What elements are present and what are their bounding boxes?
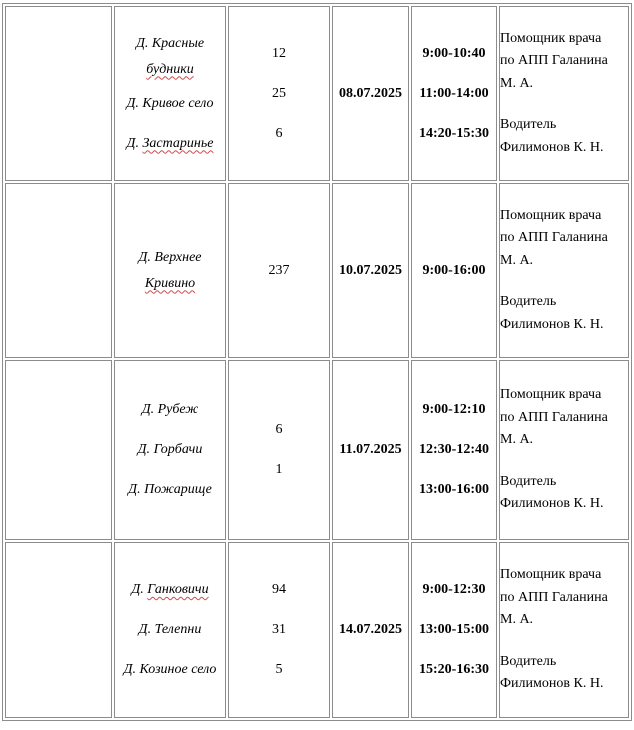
table-row <box>5 360 629 540</box>
time-range: 13:00-15:00 <box>419 622 489 637</box>
assistant-name: М. А. <box>500 432 534 448</box>
time-range: 9:00-12:30 <box>422 582 486 597</box>
assistant-label: по АПП Галанина <box>500 230 608 246</box>
time-range: 13:00-16:00 <box>419 482 489 497</box>
date-cell <box>332 542 409 718</box>
staff-cell <box>499 542 629 718</box>
visit-date: 08.07.2025 <box>339 85 402 101</box>
assistant-name: М. А. <box>500 75 534 91</box>
assistant-name: М. А. <box>500 612 534 628</box>
villages-cell <box>114 6 226 181</box>
assistant-label: Помощник врача <box>500 387 602 403</box>
village-name: Д. Телепни <box>138 622 202 637</box>
assistant-label: Помощник врача <box>500 30 602 46</box>
people-count: 94 <box>272 582 286 597</box>
assistant-label: Помощник врача <box>500 567 602 583</box>
schedule-table <box>2 3 632 721</box>
driver-name: Филимонов К. Н. <box>500 676 604 692</box>
empty-cell <box>5 6 112 181</box>
people-count-cell <box>228 360 330 540</box>
villages-cell <box>114 360 226 540</box>
visit-date: 11.07.2025 <box>339 442 402 457</box>
assistant-name: М. А. <box>500 252 534 268</box>
time-range: 14:20-15:30 <box>419 125 489 141</box>
people-count: 6 <box>275 422 283 437</box>
driver-label: Водитель <box>500 294 557 310</box>
empty-cell <box>5 183 112 358</box>
table-row <box>5 183 629 358</box>
date-cell <box>332 360 409 540</box>
village-name-cont: будники <box>146 61 194 77</box>
driver-label: Водитель <box>500 473 557 489</box>
village-name: Д. Козиное село <box>123 662 217 677</box>
assistant-label: Помощник врача <box>500 207 602 223</box>
villages-cell <box>114 542 226 718</box>
staff-cell <box>499 183 629 358</box>
times-cell <box>411 542 497 718</box>
village-name: Д. Ганковичи <box>131 582 209 597</box>
staff-cell <box>499 360 629 540</box>
driver-name: Филимонов К. Н. <box>500 496 604 512</box>
village-name: Д. Рубеж <box>141 402 199 417</box>
times-cell <box>411 183 497 358</box>
village-name: Д. Красные <box>135 35 205 51</box>
date-cell <box>332 6 409 181</box>
driver-label: Водитель <box>500 117 557 133</box>
time-range: 9:00-12:10 <box>422 402 486 417</box>
people-count: 1 <box>275 462 283 477</box>
people-count: 6 <box>275 125 283 141</box>
times-cell <box>411 6 497 181</box>
time-range: 15:20-16:30 <box>419 662 489 677</box>
assistant-label: по АПП Галанина <box>500 53 608 69</box>
staff-cell <box>499 6 629 181</box>
villages-cell <box>114 183 226 358</box>
visit-date: 14.07.2025 <box>339 622 402 637</box>
driver-name: Филимонов К. Н. <box>500 316 604 332</box>
people-count: 31 <box>272 622 286 637</box>
assistant-label: по АПП Галанина <box>500 589 608 605</box>
village-name-cont: Кривино <box>144 275 196 291</box>
people-count: 12 <box>272 45 286 61</box>
time-range: 9:00-16:00 <box>422 262 486 278</box>
village-name: Д. Верхнее <box>138 249 202 265</box>
village-name: Д. Застаринье <box>126 135 214 151</box>
driver-name: Филимонов К. Н. <box>500 139 604 155</box>
time-range: 12:30-12:40 <box>419 442 489 457</box>
village-name: Д. Пожарище <box>128 482 212 497</box>
time-range: 9:00-10:40 <box>422 45 486 61</box>
time-range: 11:00-14:00 <box>419 85 489 101</box>
assistant-label: по АПП Галанина <box>500 409 608 425</box>
date-cell <box>332 183 409 358</box>
times-cell <box>411 360 497 540</box>
people-count: 5 <box>275 662 283 677</box>
empty-cell <box>5 360 112 540</box>
table-row <box>5 542 629 718</box>
driver-label: Водитель <box>500 653 557 669</box>
empty-cell <box>5 542 112 718</box>
people-count-cell <box>228 183 330 358</box>
people-count-cell <box>228 542 330 718</box>
people-count: 25 <box>272 85 286 101</box>
village-name: Д. Кривое село <box>126 95 214 111</box>
visit-date: 10.07.2025 <box>339 262 402 278</box>
people-count-cell <box>228 6 330 181</box>
people-count: 237 <box>268 262 290 278</box>
table-row <box>5 6 629 181</box>
village-name: Д. Горбачи <box>137 442 203 457</box>
